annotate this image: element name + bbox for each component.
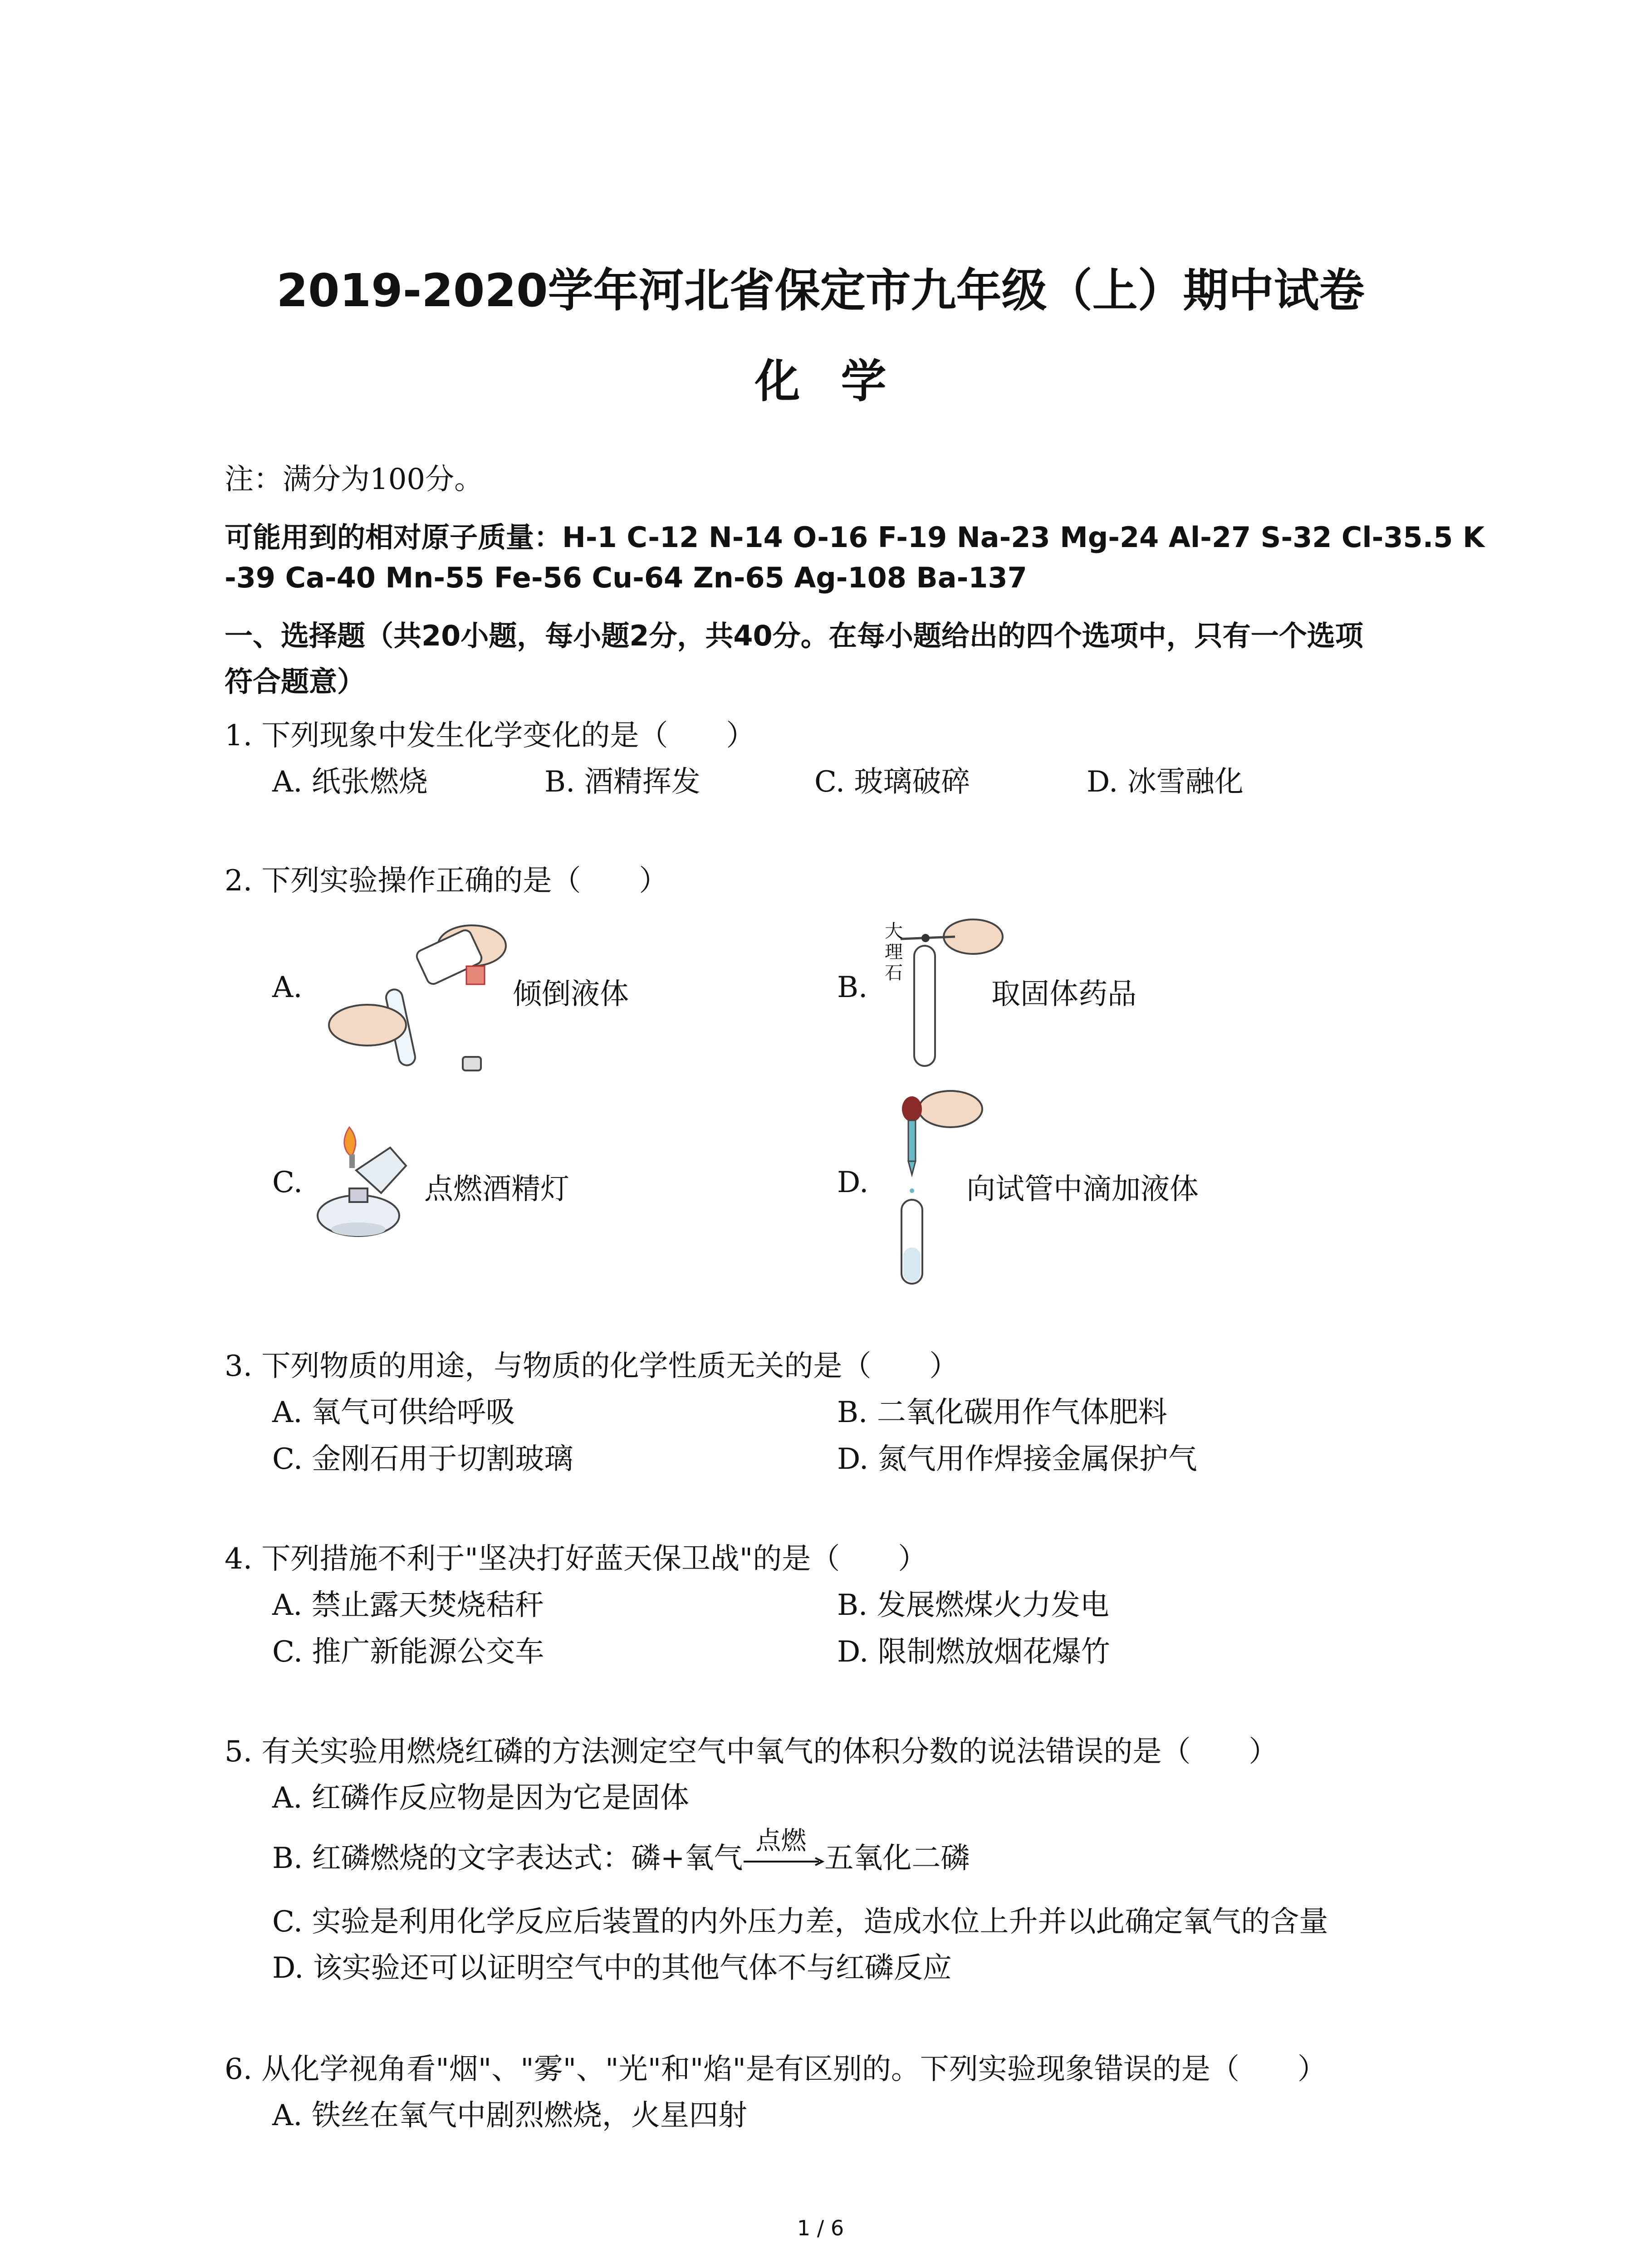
question-5-option-d: D. 该实验还可以证明空气中的其他气体不与红磷反应 (272, 1951, 952, 1985)
question-2-option-d-letter: D. (837, 1166, 869, 1199)
question-2-option-a-letter: A. (272, 971, 303, 1004)
section-heading-line-1: 一、选择题（共20小题，每小题2分，共40分。在每小题给出的四个选项中，只有一个选项 (225, 619, 1363, 652)
question-2-option-d-caption: 向试管中滴加液体 (966, 1173, 1199, 1206)
question-3-option-a: A. 氧气可供给呼吸 (272, 1396, 515, 1429)
question-1-option-d: D. 冰雪融化 (1087, 765, 1244, 799)
reaction-arrow (743, 1826, 824, 1874)
question-2-stem: 2. 下列实验操作正确的是（ ） (225, 864, 668, 898)
exam-title: 2019-2020学年河北省保定市九年级（上）期中试卷 (276, 264, 1365, 317)
reaction-condition: 点燃 (755, 1826, 807, 1856)
question-5-option-b-text: B. 红磷燃烧的文字表达式：磷+氧气 (272, 1842, 743, 1875)
question-2-option-c-letter: C. (272, 1166, 303, 1199)
question-1-stem: 1. 下列现象中发生化学变化的是（ ） (225, 719, 755, 753)
question-4-option-c: C. 推广新能源公交车 (272, 1635, 544, 1669)
question-4-option-b: B. 发展燃煤火力发电 (837, 1589, 1109, 1622)
question-5-option-b (272, 1826, 970, 1877)
question-1-option-c: C. 玻璃破碎 (814, 765, 970, 799)
reaction-product: 五氧化二磷 (824, 1842, 970, 1875)
question-1-option-a: A. 纸张燃烧 (272, 765, 428, 799)
score-note: 注：满分为100分。 (225, 463, 484, 496)
question-2-option-a-caption: 倾倒液体 (513, 978, 629, 1011)
marble-label: 大理石 (885, 921, 903, 983)
question-5-stem: 5. 有关实验用燃烧红磷的方法测定空气中氧气的体积分数的说法错误的是（ ） (225, 1735, 1278, 1769)
question-4-option-a: A. 禁止露天焚烧秸秆 (272, 1589, 544, 1622)
atomic-mass-line-2: -39 Ca-40 Mn-55 Fe-56 Cu-64 Zn-65 Ag-108 Ba-137 (225, 561, 1027, 594)
section-heading-line-2: 符合题意） (225, 665, 366, 698)
question-1-option-b: B. 酒精挥发 (544, 765, 700, 799)
page-number: 1 / 6 (797, 2216, 844, 2240)
question-2-option-b-caption: 取固体药品 (991, 978, 1136, 1011)
question-2-option-b-letter: B. (837, 971, 868, 1004)
question-3-option-c: C. 金刚石用于切割玻璃 (272, 1442, 573, 1476)
pouring-liquid-figure (322, 912, 513, 1084)
question-3-option-b: B. 二氧化碳用作气体肥料 (837, 1396, 1167, 1429)
question-6-option-a: A. 铁丝在氧气中剧烈燃烧，火星四射 (272, 2099, 747, 2132)
subject-title: 化学 (754, 355, 927, 408)
question-4-option-d: D. 限制燃放烟花爆竹 (837, 1635, 1110, 1669)
question-5-option-c: C. 实验是利用化学反应后装置的内外压力差，造成水位上升并以此确定氧气的含量 (272, 1905, 1328, 1939)
atomic-mass-line-1: 可能用到的相对原子质量：H-1 C-12 N-14 O-16 F-19 Na-23 Mg-24 Al-27 S-32 Cl-35.5 K (225, 521, 1485, 554)
arrow-icon (743, 1857, 824, 1866)
lighting-alcohol-lamp-figure (313, 1116, 431, 1243)
question-3-option-d: D. 氮气用作焊接金属保护气 (837, 1442, 1197, 1476)
question-5-option-a: A. 红磷作反应物是因为它是固体 (272, 1781, 689, 1815)
question-2-option-c-caption: 点燃酒精灯 (424, 1173, 569, 1206)
question-6-stem: 6. 从化学视角看"烟"、"雾"、"光"和"焰"是有区别的。下列实验现象错误的是（ ） (225, 2053, 1327, 2086)
question-3-stem: 3. 下列物质的用途，与物质的化学性质无关的是（ ） (225, 1349, 959, 1383)
question-4-stem: 4. 下列措施不利于"坚决打好蓝天保卫战"的是（ ） (225, 1542, 927, 1576)
